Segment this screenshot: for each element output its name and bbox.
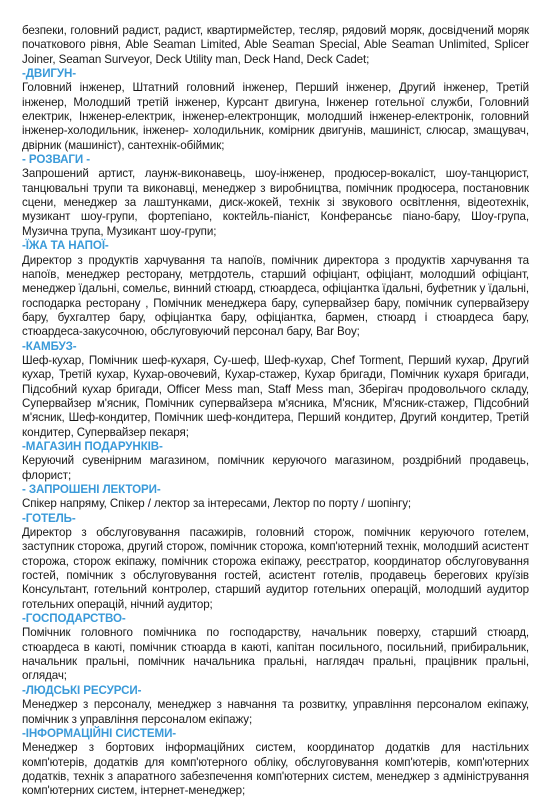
section-text-galley: Шеф-кухар, Помічник шеф-кухаря, Су-шеф, Шеф-кухар, Chef Torment, Перший кухар, Другий кухар, Третій кухар, Кухар-овочевий, Кухар-стажер, Кухар бригади, Помічник кухаря бригади, Підсобний кухар бригади, Officer Mess man, Staff Mess man, Зберігач продовольчого складу, Супервайзер м'ясник, Помічник супервайзера м'ясника, М'ясник, М'ясник-стажер, Підсобний м'ясник, Шеф-кондитер, Помічник шеф-кондитера, Перший кондитер, Другий кондитер, Третій кондитер, Супервайзер пекаря; bbox=[22, 353, 529, 439]
section-heading-engine: -ДВИГУН- bbox=[22, 67, 77, 81]
section-heading-guest-lecturers: - ЗАПРОШЕНІ ЛЕКТОРИ- bbox=[22, 483, 161, 496]
section-heading-information-systems: -ІНФОРМАЦІЙНІ СИСТЕМИ- bbox=[22, 726, 177, 740]
intro-paragraph: безпеки, головний радист, радист, квартирмейстер, тесляр, рядовий моряк, досвідчений моряк початкового рівня, Able Seaman Limited, Able Seaman Special, Able Seaman Unlimited, Splicer Joiner, Seaman Surveyor, Deck Utility man, Deck Hand, Deck Cadet; bbox=[22, 24, 529, 66]
section-heading-food-beverage: -ЇЖА ТА НАПОЇ- bbox=[22, 239, 109, 253]
section-heading-housekeeping: -ГОСПОДАРСТВО- bbox=[22, 612, 126, 626]
section-heading-galley: -КАМБУЗ- bbox=[22, 339, 77, 353]
section-text-human-resources: Менеджер з персоналу, менеджер з навчання та розвитку, управління персоналом екіпажу, помічник з управління персоналом екіпажу; bbox=[22, 698, 529, 726]
section-heading-gift-shop: -МАГАЗИН ПОДАРУНКІВ- bbox=[22, 439, 163, 453]
section-heading-human-resources: -ЛЮДСЬКІ РЕСУРСИ- bbox=[22, 683, 142, 697]
section-heading-entertainment: - РОЗВАГИ - bbox=[22, 153, 90, 167]
section-text-engine: Головний інженер, Штатний головний інженер, Перший інженер, Другий інженер, Третій інженер, Молодший третій інженер, Курсант двигуна, Інженер готельної служби, Головний електрик, Інженер-електрик, інженер-електронщик, молодший інженер-електронік, головний інженер-холодильник, інженер- холодильник, комірник двигунів, машиніст, слюсар, змащувач, двірник (машиніст), сантехнік-обіймик; bbox=[22, 81, 529, 152]
section-text-gift-shop: Керуючий сувенірним магазином, помічник керуючого магазином, роздрібний продавець, флорист; bbox=[22, 454, 529, 482]
section-text-information-systems: Менеджер з бортових інформаційних систем, координатор додатків для настільних комп'ютерів, додатків для комп'ютерного обліку, обслуговування комп'ютерів, комп'ютерних додатків, технік з апаратного забезпечення комп'ютерних систем, менеджер з адміністрування комп'ютерних систем, інтернет-менеджер; bbox=[22, 741, 529, 798]
section-text-entertainment: Запрошений артист, лаунж-виконавець, шоу-інженер, продюсер-вокаліст, шоу-танцюрист, танцювальні трупи та виконавці, менеджер з виробництва, помічник продюсера, постановник сцени, менеджер за лаштунками, диск-жокей, технік зі звукового освітлення, відеотехнік, музикант шоу-групи, фортепіано, коктейль-піаніст, Конферансьє піано-бару, Шоу-група, Музична трупа, Музикант шоу-групи; bbox=[22, 167, 529, 238]
section-heading-hotel: -ГОТЕЛЬ- bbox=[22, 511, 76, 525]
section-text-food-beverage: Директор з продуктів харчування та напоїв, помічник директора з продуктів харчування та напоїв, менеджер ресторану, метрдотель, старший офіціант, офіціант, молодший офіціант, менеджер їдальні, сомельє, винний стюард, стюардеса, офіціантка їдальні, буфетник у їдальні, господарка ресторану , Помічник менеджера бару, супервайзер бару, помічник супервайзеру бару, бухгалтер бару, офіціантка бару, офіціантка, бармен, стюард і стюардеса бару, стюардеса-закусочною, обслуговуючий персонал бару, Bar Boy; bbox=[22, 253, 529, 339]
section-text-housekeeping: Помічник головного помічника по господарству, начальник поверху, старший стюард, стюардеса в каюті, помічник стюарда в каюті, капітан посильного, посильний, прибиральник, начальник пральні, помічник начальника пральні, наглядач пральні, працівник пральні, оглядач; bbox=[22, 626, 529, 683]
section-text-guest-lecturers: Спікер напряму, Спікер / лектор за інтересами, Лектор по порту / шопінгу; bbox=[22, 497, 412, 511]
section-text-hotel: Директор з обслуговування пасажирів, головний сторож, помічник керуючого готелем, заступник сторожа, другий сторож, помічник сторожа, комп'ютерний технік, молодший асистент сторожа, сторож екіпажу, помічник сторожа екіпажу, реєстратор, координатор обслуговування гостей, помічник з обслуговування гостей, асистент готелів, продавець берегових круїзів Консультант, готельний контролер, старший аудитор готельних операцій, молодший аудитор готельних операцій, нічний аудитор; bbox=[22, 526, 529, 611]
